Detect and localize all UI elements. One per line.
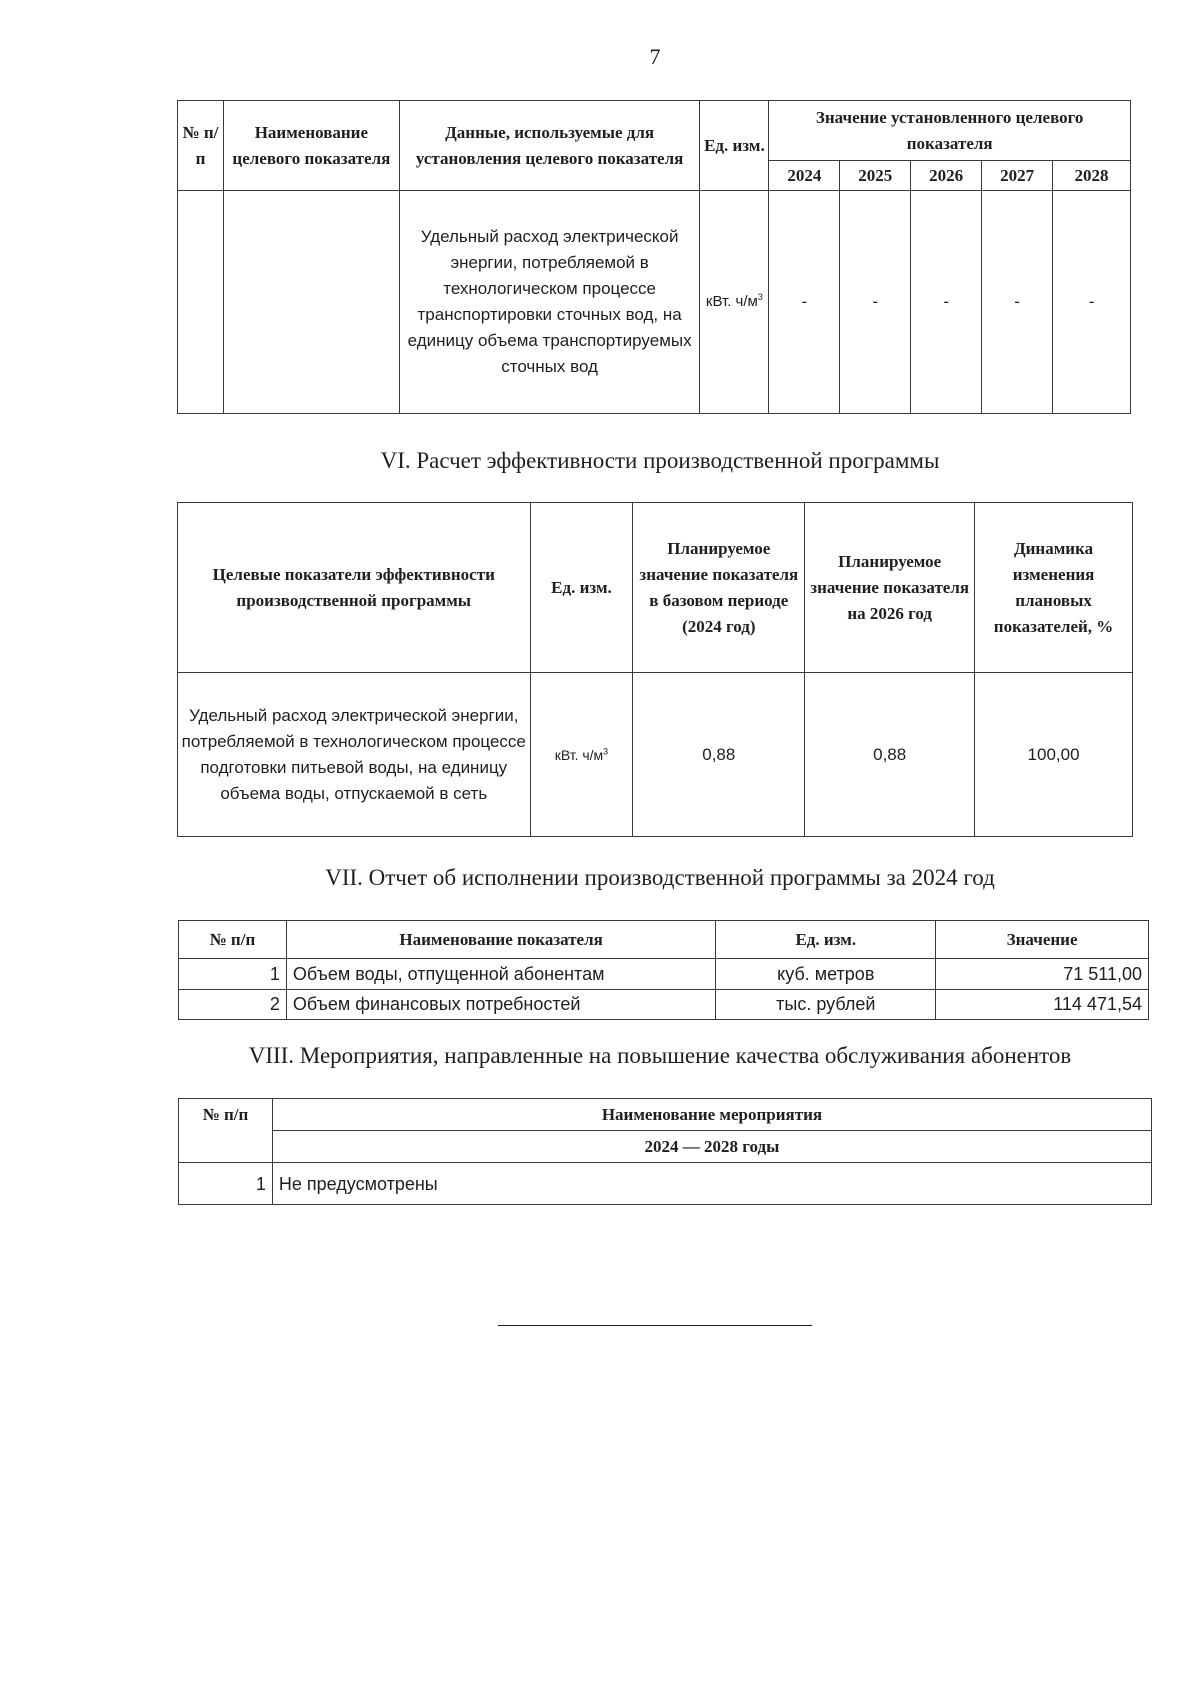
header-num: № п/п bbox=[179, 1099, 273, 1131]
section-6-title: VI. Расчет эффективности производственной программы bbox=[380, 448, 940, 473]
row-name: Объем финансовых потребностей bbox=[286, 989, 716, 1020]
section-8-title: VIII. Мероприятия, направленные на повышение качества обслуживания абонентов bbox=[248, 1043, 1072, 1068]
header-value: Значение bbox=[936, 921, 1149, 959]
row-efficiency-indicator: Удельный расход электрической энергии, потребляемой в технологическом процессе подготовки питьевой воды, на единицу объема воды, отпускаемой в сеть bbox=[178, 673, 531, 837]
row-unit: кВт. $ч/м^3$ bbox=[530, 673, 633, 837]
header-unit: Ед. изм. bbox=[530, 503, 633, 673]
header-measure-name: Наименование мероприятия bbox=[272, 1099, 1151, 1131]
efficiency-table bbox=[177, 502, 1133, 837]
row-value: - bbox=[769, 191, 840, 414]
header-year: 2027 bbox=[982, 161, 1053, 191]
footer-rule bbox=[498, 1325, 812, 1326]
row-num: 1 bbox=[179, 959, 287, 990]
page-number: 7 bbox=[649, 44, 661, 69]
header-indicator-name: Наименование целевого показателя bbox=[223, 101, 399, 191]
row-value: 71 511,00 bbox=[936, 959, 1149, 990]
header-period: 2024 — 2028 годы bbox=[272, 1131, 1151, 1163]
table-row bbox=[179, 989, 1149, 1020]
row-dynamics: 100,00 bbox=[975, 673, 1133, 837]
row-plan-value: 0,88 bbox=[805, 673, 975, 837]
header-unit: Ед. изм. bbox=[700, 101, 769, 191]
table-row bbox=[179, 959, 1149, 990]
row-unit: кВт. $ч/м^3$ bbox=[700, 191, 769, 414]
header-target-values: Значение установленного целевого показателя bbox=[769, 101, 1131, 161]
header-year: 2026 bbox=[911, 161, 982, 191]
row-measure-name: Не предусмотрены bbox=[272, 1163, 1151, 1205]
header-num: № п/п bbox=[179, 921, 287, 959]
table-row bbox=[178, 191, 1131, 414]
table-row bbox=[179, 1163, 1152, 1205]
row-base-value: 0,88 bbox=[633, 673, 805, 837]
header-data-used: Данные, используемые для установления целевого показателя bbox=[399, 101, 700, 191]
header-base-value: Планируемое значение показателя в базовом периоде (2024 год) bbox=[633, 503, 805, 673]
row-num: 1 bbox=[179, 1163, 273, 1205]
row-value: - bbox=[982, 191, 1053, 414]
section-7-title: VII. Отчет об исполнении производственной программы за 2024 год bbox=[325, 865, 995, 890]
row-value: - bbox=[840, 191, 911, 414]
header-dynamics: Динамика изменения плановых показателей, % bbox=[975, 503, 1133, 673]
header-year: 2025 bbox=[840, 161, 911, 191]
row-unit: куб. метров bbox=[716, 959, 936, 990]
header-efficiency-indicator: Целевые показатели эффективности производственной программы bbox=[178, 503, 531, 673]
header-year: 2024 bbox=[769, 161, 840, 191]
row-indicator-name bbox=[223, 191, 399, 414]
execution-report-table bbox=[178, 920, 1149, 1020]
row-data-used: Удельный расход электрической энергии, потребляемой в технологическом процессе транспортировки сточных вод, на единицу объема транспортируемых сточных вод bbox=[399, 191, 700, 414]
row-value: - bbox=[911, 191, 982, 414]
row-value: 114 471,54 bbox=[936, 989, 1149, 1020]
measures-table bbox=[178, 1098, 1152, 1205]
header-plan-value: Планируемое значение показателя на 2026 год bbox=[805, 503, 975, 673]
row-num bbox=[178, 191, 224, 414]
row-value: - bbox=[1053, 191, 1131, 414]
header-num: № п/п bbox=[178, 101, 224, 191]
header-indicator-name: Наименование показателя bbox=[286, 921, 716, 959]
row-unit: тыс. рублей bbox=[716, 989, 936, 1020]
header-unit: Ед. изм. bbox=[716, 921, 936, 959]
table-row bbox=[178, 673, 1133, 837]
target-indicators-table bbox=[177, 100, 1131, 414]
row-num: 2 bbox=[179, 989, 287, 1020]
header-year: 2028 bbox=[1053, 161, 1131, 191]
row-name: Объем воды, отпущенной абонентам bbox=[286, 959, 716, 990]
